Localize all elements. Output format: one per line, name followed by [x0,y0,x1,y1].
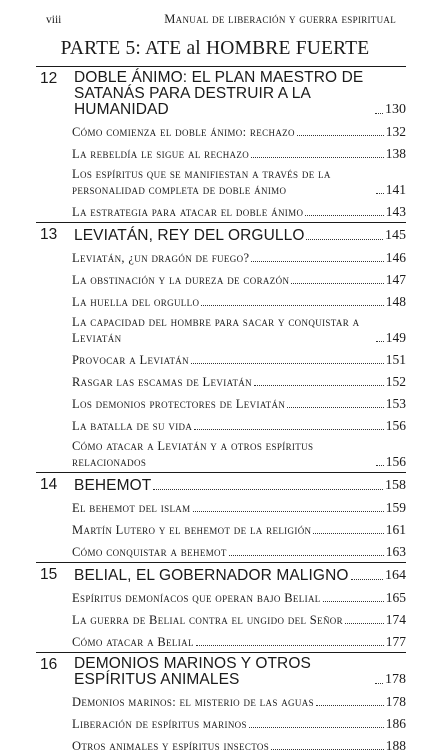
table-of-contents [36,66,406,756]
chapter-number: 16 [40,656,58,673]
chapter-16 [36,652,406,756]
dot-leader [375,683,383,684]
chapter-entry[interactable] [36,656,406,688]
section-title: Liberación de espíritus marinos [72,717,247,731]
dot-leader [351,579,383,580]
dot-leader [306,239,383,240]
part-title: PARTE 5: ATE al HOMBRE FUERTE [60,38,370,59]
section-page: 143 [385,204,406,219]
section-entry[interactable] [72,140,406,162]
section-entry[interactable] [72,434,406,470]
section-entry[interactable] [72,368,406,390]
section-entry[interactable] [72,390,406,412]
dot-leader [297,135,384,136]
section-title: Otros animales y espíritus insectos [72,739,270,753]
section-page: 165 [385,590,406,605]
dot-leader [249,727,384,728]
section-entry[interactable] [72,198,406,220]
chapter-page: 145 [385,228,406,243]
section-page: 153 [385,396,406,411]
section-entry[interactable] [72,584,406,606]
section-entry[interactable] [72,732,406,754]
section-entry[interactable] [72,606,406,628]
section-title: Leviatán, ¿un dragón de fuego? [72,251,250,265]
chapter-number: 15 [40,566,58,583]
dot-leader [193,511,384,512]
chapter-page: 130 [385,102,406,117]
dot-leader [376,193,384,194]
chapter-entry[interactable] [36,476,406,494]
dot-leader [271,749,384,750]
section-title: La rebeldía le sigue al rechazo [72,147,250,161]
section-page: 147 [385,272,406,287]
chapter-number: 12 [40,70,58,87]
section-title: La batalla de su vida [72,419,193,433]
dot-leader [191,363,384,364]
dot-leader [196,645,384,646]
section-page: 159 [385,500,406,515]
section-page: 178 [385,694,406,709]
section-page: 146 [385,250,406,265]
section-page: 132 [385,124,406,139]
chapter-entry[interactable] [36,226,406,244]
dot-leader [345,623,384,624]
chapter-page: 164 [385,568,406,583]
page-number: viii [46,14,62,26]
chapter-13 [36,222,406,472]
chapter-title: DEMONIOS MARINOS Y OTROS ESPÍRITUS ANIMALES [74,655,311,688]
chapter-page: 178 [385,672,406,687]
chapter-12 [36,66,406,222]
section-entry[interactable] [72,346,406,368]
section-entry[interactable] [72,688,406,710]
section-title: Los demonios protectores de Leviatán [72,397,286,411]
dot-leader [375,113,383,114]
section-title: La guerra de Belial contra el ungido del Señor [72,613,343,627]
section-entry[interactable] [72,412,406,434]
section-page: 163 [385,544,406,559]
section-title: La estrategia para atacar el doble ánimo [72,205,304,219]
dot-leader [251,261,383,262]
dot-leader [323,601,384,602]
page-header [46,12,396,27]
section-title: Cómo atacar a Leviatán y a otros espíritus relacionados [72,439,314,469]
section-page: 148 [385,294,406,309]
section-title: Provocar a Leviatán [72,353,189,367]
section-entry[interactable] [72,310,406,346]
dot-leader [254,385,384,386]
section-entry[interactable] [72,118,406,140]
dot-leader [251,157,384,158]
section-title: El behemot del islam [72,501,191,515]
section-title: Cómo comienza el doble ánimo: rechazo [72,125,295,139]
dot-leader [287,407,384,408]
section-entry[interactable] [72,288,406,310]
chapter-title: LEVIATÁN, REY DEL ORGULLO [74,227,305,244]
section-page: 138 [385,146,406,161]
chapter-title: BELIAL, EL GOBERNADOR MALIGNO [74,567,349,584]
section-entry[interactable] [72,162,406,198]
section-title: La huella del orgullo [72,295,200,309]
chapter-title: DOBLE ÁNIMO: EL PLAN MAESTRO DE SATANÁS PARA DESTRUIR A LA HUMANIDAD [74,69,364,118]
chapter-entry[interactable] [36,70,406,118]
section-entry[interactable] [72,710,406,732]
section-title: Rasgar las escamas de Leviatán [72,375,252,389]
section-page: 177 [385,634,406,649]
section-title: Los espíritus que se manifiestan a través de la personalidad completa de doble ánimo [72,167,331,197]
section-title: Martín Lutero y el behemot de la religión [72,523,312,537]
running-title: Manual de liberación y guerra espiritual [164,12,396,26]
chapter-title: BEHEMOT [74,477,152,494]
section-title: La obstinación y la dureza de corazón [72,273,290,287]
chapter-page: 158 [385,478,406,493]
section-title: Espíritus demoníacos que operan bajo Belial [72,591,321,605]
section-entry[interactable] [72,266,406,288]
section-entry[interactable] [72,244,406,266]
dot-leader [376,465,384,466]
dot-leader [316,705,384,706]
dot-leader [229,555,384,556]
section-entry[interactable] [72,628,406,650]
section-entry[interactable] [72,516,406,538]
dot-leader [194,429,383,430]
section-page: 152 [385,374,406,389]
chapter-number: 13 [40,226,58,243]
dot-leader [376,341,384,342]
dot-leader [313,533,383,534]
section-page: 188 [385,738,406,753]
chapter-15 [36,562,406,652]
dot-leader [201,305,383,306]
section-page: 161 [385,522,406,537]
section-page: 174 [385,612,406,627]
section-page: 156 [385,418,406,433]
dot-leader [153,489,383,490]
section-title: La capacidad del hombre para sacar y conquistar a Leviatán [72,315,360,345]
section-entry[interactable] [72,538,406,560]
section-page: 156 [385,454,406,469]
dot-leader [291,283,383,284]
section-entry[interactable] [72,494,406,516]
section-title: Cómo atacar a Belial [72,635,194,649]
chapter-entry[interactable] [36,566,406,584]
chapter-14 [36,472,406,562]
chapter-number: 14 [40,476,58,493]
section-page: 151 [385,352,406,367]
section-page: 149 [385,330,406,345]
section-page: 186 [385,716,406,731]
section-title: Demonios marinos: el misterio de las aguas [72,695,314,709]
section-page: 141 [385,182,406,197]
dot-leader [305,215,383,216]
section-title: Cómo conquistar a behemot [72,545,227,559]
